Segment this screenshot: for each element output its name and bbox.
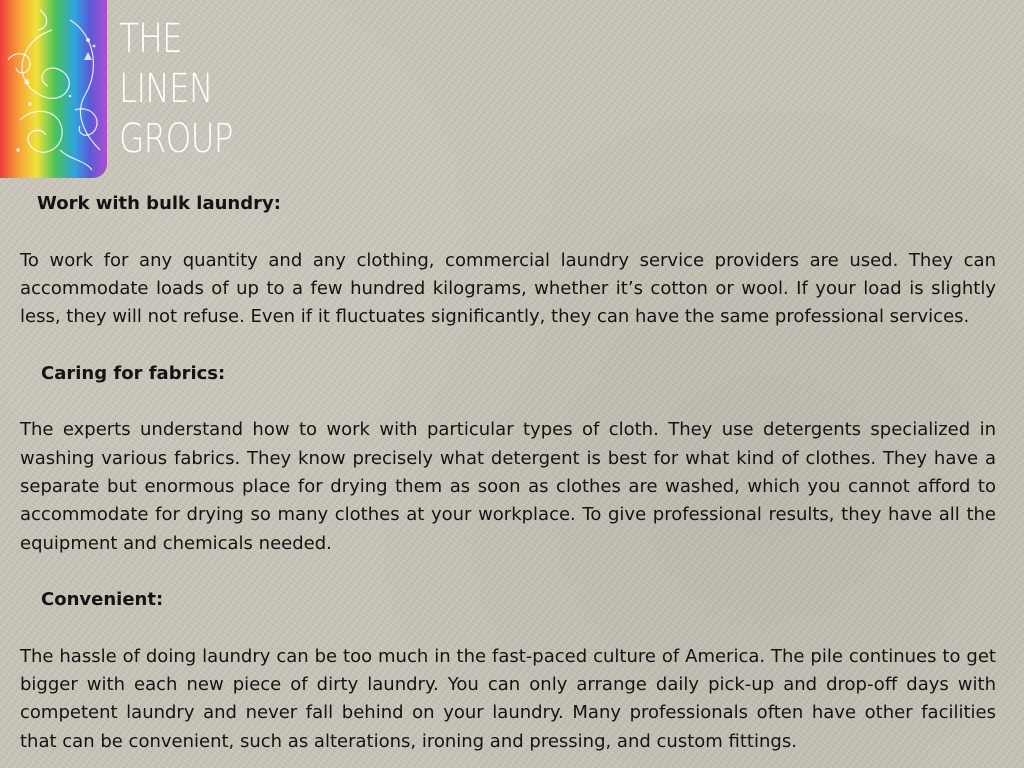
logo-wordmark [119,14,233,164]
section-heading-caring-fabrics: Caring for fabrics: [41,362,226,384]
spacer [20,558,996,586]
spacer [20,614,996,642]
spacer [20,218,996,246]
section-body-convenient: The hassle of doing laundry can be too much in the fast-paced culture of America. The pile continues to get bigger with each new piece of dirty laundry. You can only arrange daily pick-up and drop-off days with competent laundry and never fall behind on your laundry. Many professionals often have other facilities that can be convenient, such as alterations, ironing and pressing, and custom fittings. [20,645,996,752]
spacer [20,331,996,359]
section-heading-convenient: Convenient: [41,589,164,611]
logo-line-the: THE [119,16,182,62]
spacer [20,388,996,416]
section-body-bulk-laundry: To work for any quantity and any clothing, commercial laundry service providers are used. They can accommodate loads of up to a few hundred kilograms, whether it’s cotton or wool. If your load is slightly less, they will not refuse. Even if it fluctuates significantly, they can have the same professional services. [20,249,996,328]
rainbow-swirl-logo-icon [0,0,107,178]
article-content [20,190,996,756]
section-body-caring-fabrics: The experts understand how to work with particular types of cloth. They use detergents specialized in washing various fabrics. They know precisely what detergent is best for what kind of clothes. They have a separate but enormous place for drying them as soon as clothes are washed, which you cannot afford to accommodate for drying so many clothes at your workplace. To give professional results, they have all the equipment and chemicals needed. [20,419,996,554]
logo-line-group: GROUP [119,116,233,162]
section-heading-bulk-laundry: Work with bulk laundry: [37,193,281,214]
logo-line-linen: LINEN [119,66,213,112]
company-logo [0,0,240,180]
